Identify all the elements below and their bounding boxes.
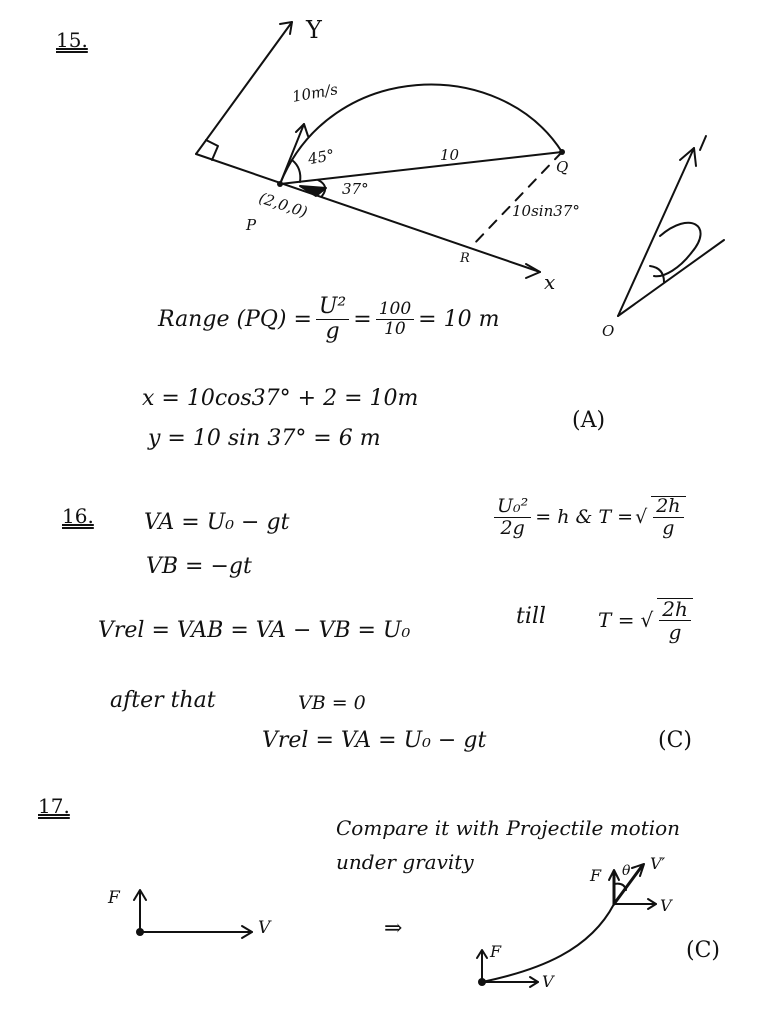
question-number-15: 15. <box>56 28 88 52</box>
bottom-velocity-label: V <box>542 972 554 991</box>
point-p-label: P <box>246 216 257 234</box>
time-fraction-2-numerator: 2h <box>659 599 691 621</box>
height-fraction-numerator: U₀² <box>494 497 531 518</box>
height-time-relation: $\frac{\text{U₀²}}{2g}$ = h & T = √ $\frac{2h}{g}$ <box>490 496 690 538</box>
question-number-16: 16. <box>62 504 94 528</box>
vb-equation: VB = −gt <box>146 554 252 579</box>
compare-text-line-2: under gravity <box>336 850 474 874</box>
time-fraction-1-denominator: g <box>662 517 675 539</box>
q15-answer: (A) <box>572 408 606 433</box>
point-p-coordinates: (2,0,0) <box>256 188 310 222</box>
projectile-curve <box>482 904 614 982</box>
time-relation-2: T = √ $\frac{2h}{g}$ <box>598 598 697 642</box>
y-coordinate-equation: y = 10 sin 37° = 6 m <box>148 426 381 451</box>
compare-text-line-1: Compare it with Projectile motion <box>336 816 681 840</box>
time-relation-2-prefix: T = <box>598 608 635 632</box>
vb-zero-equation: VB = 0 <box>298 692 366 714</box>
va-equation: VA = U₀ − gt <box>144 510 290 535</box>
bottom-force-label: F <box>490 942 502 961</box>
range-equals: = <box>353 306 372 332</box>
question-number-17: 17. <box>38 794 70 818</box>
range-result: = 10 m <box>418 306 500 332</box>
left-particle-dot <box>136 928 144 936</box>
range-fraction-2-denominator: 10 <box>384 319 406 339</box>
height-relation-text: = h & T = <box>535 505 634 528</box>
height-fraction-denominator: 2g <box>500 516 525 539</box>
y-axis-label: Y <box>306 16 322 44</box>
speed-label: 10m/s <box>290 80 340 106</box>
angle-37-label: 37° <box>342 180 369 198</box>
range-fraction-1-denominator: g <box>325 319 340 344</box>
left-force-label: F <box>108 888 120 908</box>
till-text: till <box>516 604 546 629</box>
top-angle-label: θ <box>622 863 631 879</box>
range-label: Range (PQ) = <box>158 306 312 332</box>
top-velocity-label: V <box>660 896 672 915</box>
x-coordinate-equation: x = 10cos37° + 2 = 10m <box>142 386 419 411</box>
top-force-label: F <box>590 866 602 885</box>
vrel-after-equation: Vrel = VA = U₀ − gt <box>262 728 487 753</box>
vrel-equation: Vrel = VAB = VA − VB = U₀ <box>98 618 411 643</box>
inset-origin-label: O <box>602 322 615 340</box>
time-fraction-2-denominator: g <box>668 620 682 644</box>
top-resultant-label: V′ <box>650 854 666 873</box>
left-velocity-label: V <box>258 918 271 938</box>
time-fraction-1-numerator: 2h <box>653 497 683 518</box>
q17-answer: (C) <box>686 938 720 963</box>
range-fraction-2-numerator: 100 <box>376 301 414 320</box>
pq-length-label: 10 <box>440 146 460 164</box>
angle-45-label: 45° <box>306 145 336 169</box>
range-fraction-1-numerator: U² <box>316 296 349 320</box>
qr-length-label: 10sin37° <box>512 202 580 220</box>
point-q-label: Q <box>556 158 569 176</box>
x-axis-label: x <box>544 270 556 294</box>
implies-symbol: ⇒ <box>384 916 403 941</box>
q16-answer: (C) <box>658 728 692 753</box>
point-r-label: R <box>460 251 470 266</box>
after-that-text: after that <box>110 688 216 713</box>
